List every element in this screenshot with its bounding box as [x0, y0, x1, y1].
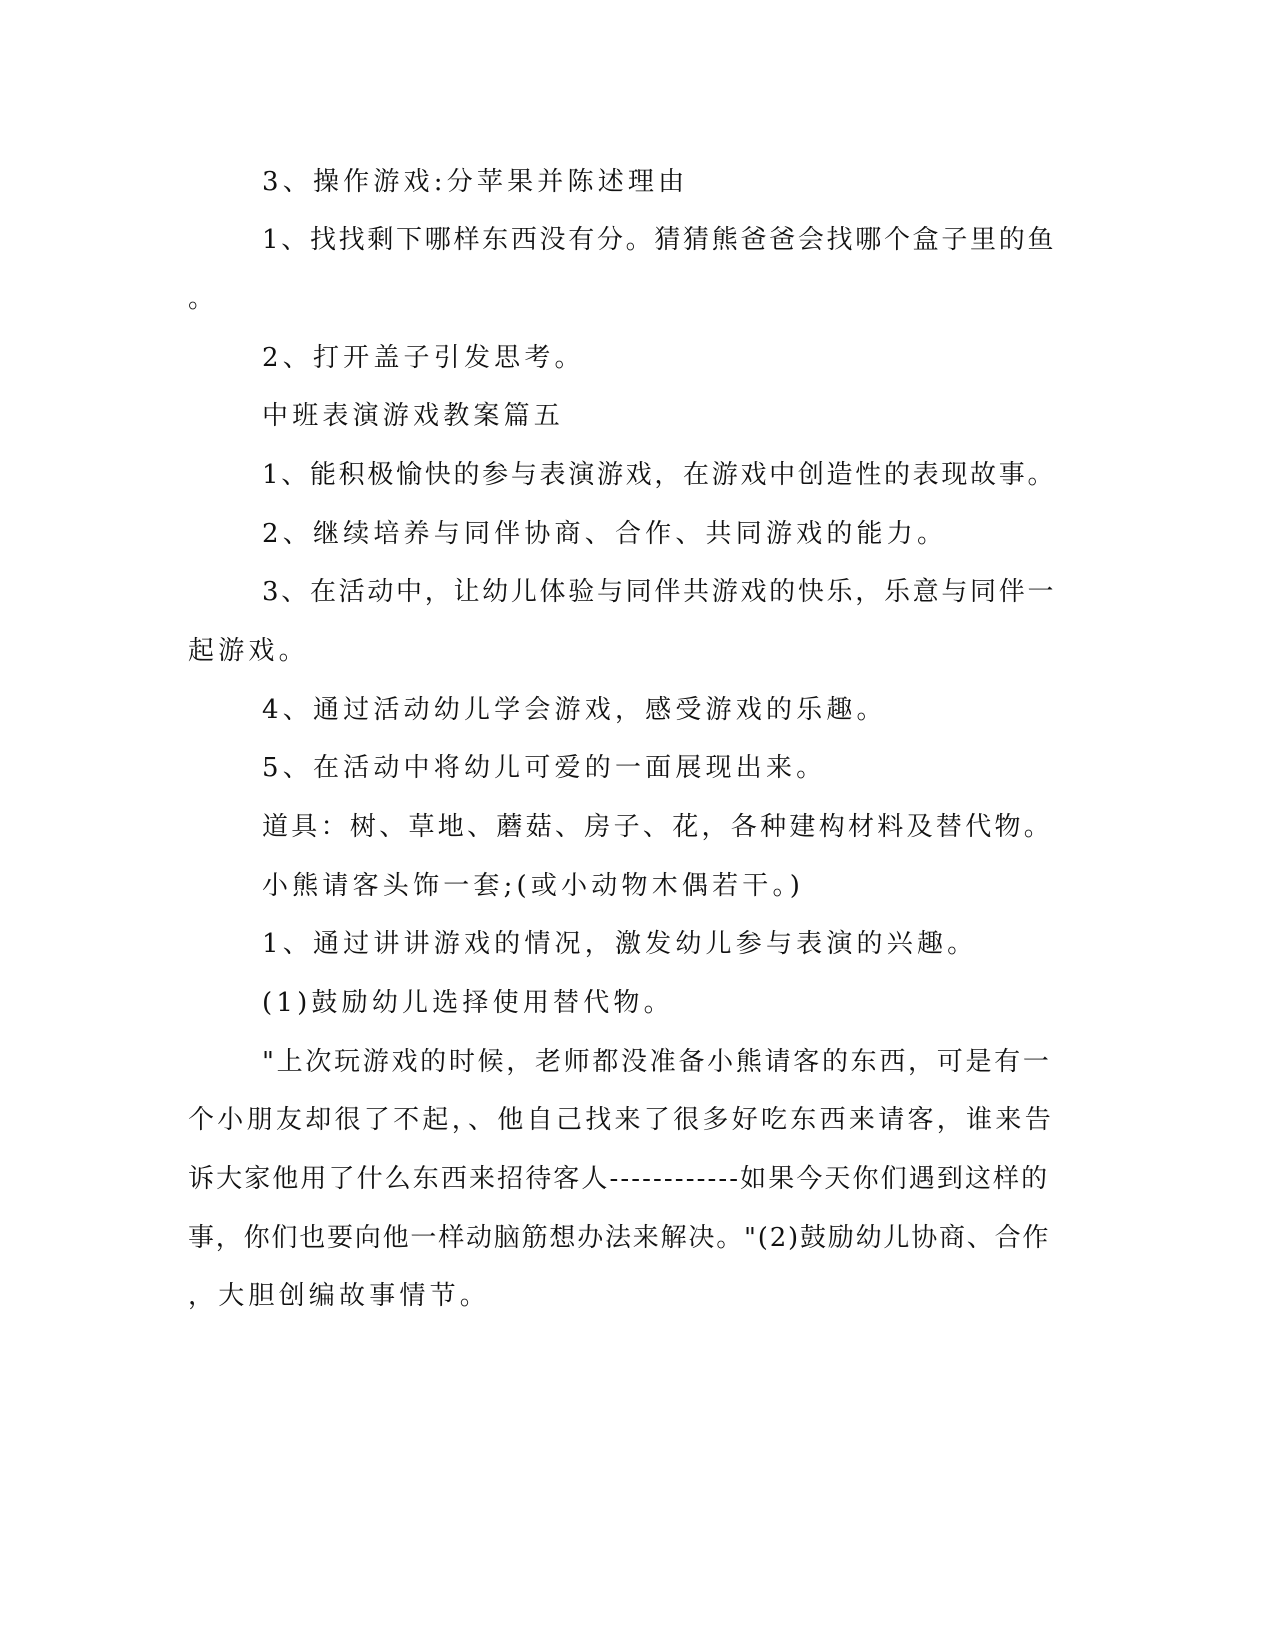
section-heading: 中班表演游戏教案篇五 [262, 401, 565, 431]
text-line: 1、通过讲讲游戏的情况，激发幼儿参与表演的兴趣。 [262, 929, 978, 959]
text-line: ，大胆创编故事情节。 [188, 1281, 491, 1311]
text-line: 个小朋友却很了不起，、他自己找来了很多好吃东西来请客，谁来告 [188, 1105, 1055, 1135]
text-line: 。 [188, 284, 219, 314]
text-line: 1、能积极愉快的参与表演游戏，在游戏中创造性的表现故事。 [262, 460, 1057, 490]
text-line: 3、在活动中，让幼儿体验与同伴共游戏的快乐，乐意与同伴一 [262, 577, 1057, 607]
text-line: 诉大家他用了什么东西来招待客人------------如果今天你们遇到这样的 [188, 1164, 1050, 1194]
text-line: 5、在活动中将幼儿可爱的一面展现出来。 [262, 753, 827, 783]
text-line: 3、操作游戏:分苹果并陈述理由 [262, 167, 689, 197]
text-line: "上次玩游戏的时候，老师都没准备小熊请客的东西，可是有一 [262, 1047, 1052, 1077]
text-line: 2、继续培养与同伴协商、合作、共同游戏的能力。 [262, 519, 948, 549]
text-line: 小熊请客头饰一套;(或小动物木偶若干。) [262, 871, 805, 901]
text-line: 道具：树、草地、蘑菇、房子、花，各种建构材料及替代物。 [262, 812, 1054, 842]
text-line: 4、通过活动幼儿学会游戏，感受游戏的乐趣。 [262, 695, 887, 725]
text-line: 2、打开盖子引发思考。 [262, 343, 585, 373]
text-line: 1、找找剩下哪样东西没有分。猜猜熊爸爸会找哪个盒子里的鱼 [262, 225, 1057, 255]
text-line: (1)鼓励幼儿选择使用替代物。 [262, 988, 674, 1018]
text-line: 事，你们也要向他一样动脑筋想办法来解决。"(2)鼓励幼儿协商、合作 [188, 1223, 1051, 1253]
text-line: 起游戏。 [188, 636, 309, 666]
